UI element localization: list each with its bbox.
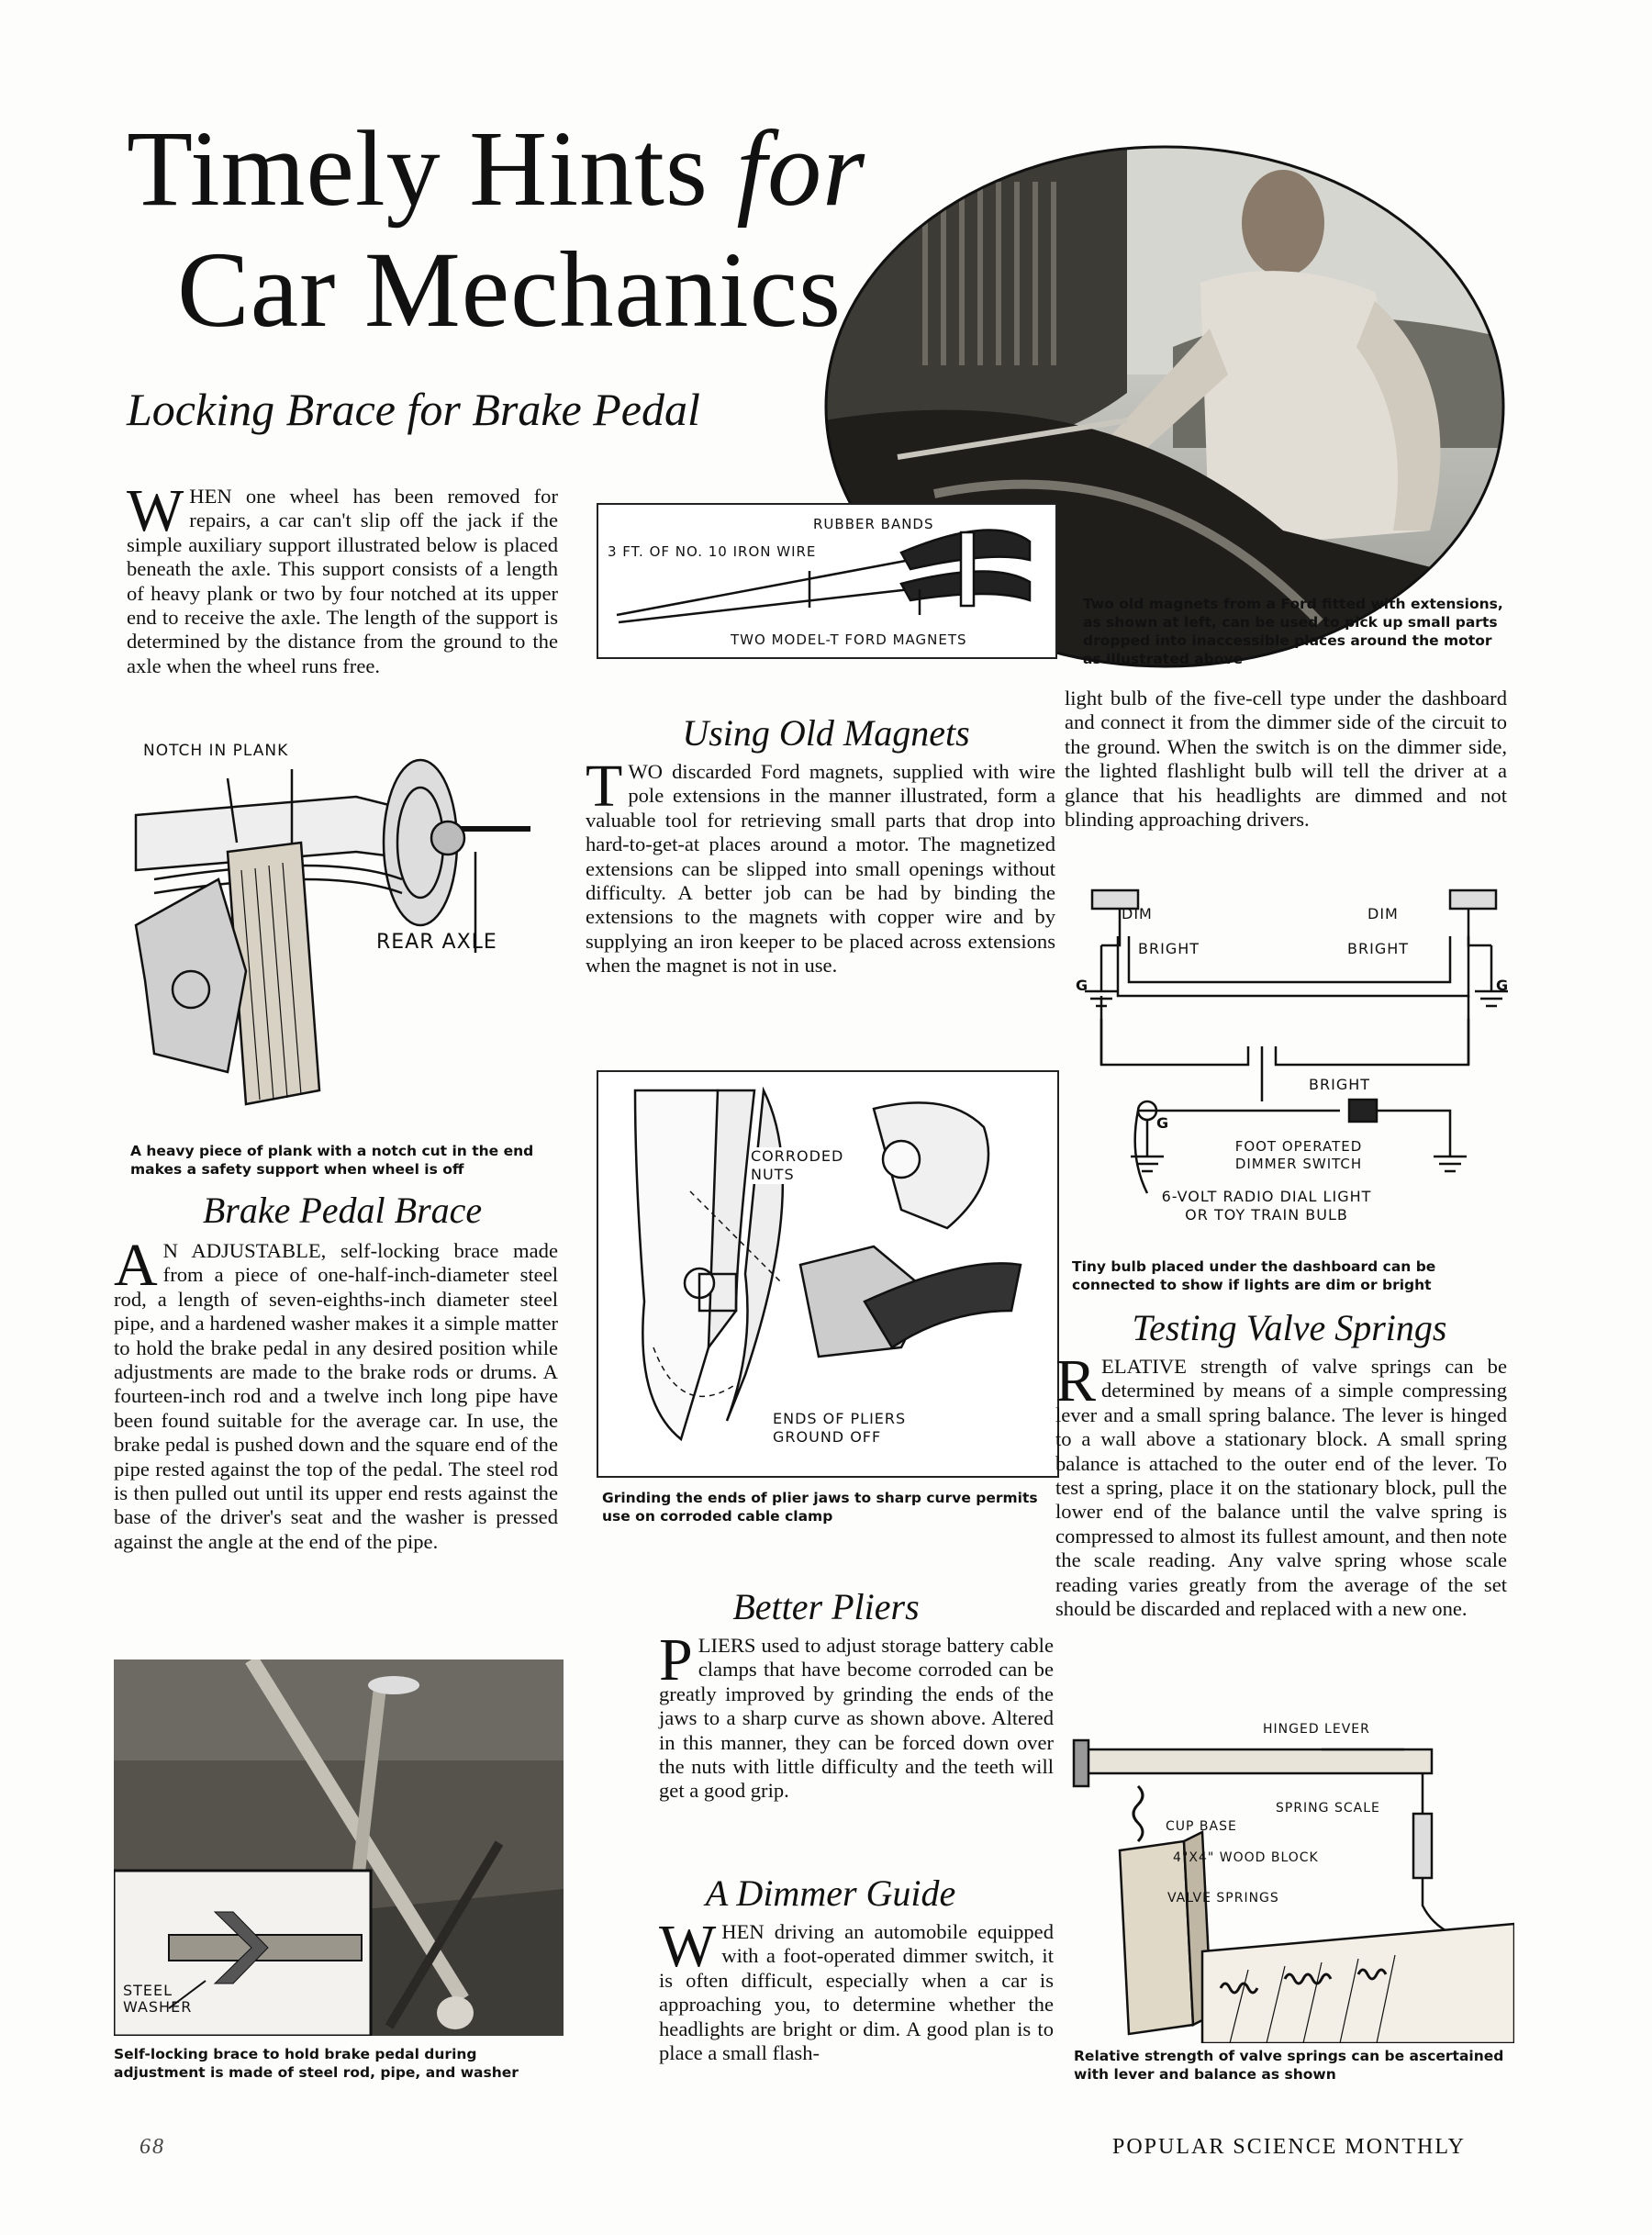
page-title: Timely Hints for Car Mechanics bbox=[127, 108, 866, 350]
heading-better-pliers: Better Pliers bbox=[732, 1586, 920, 1627]
drop-cap: R bbox=[1055, 1347, 1097, 1414]
label-cup-base: CUP BASE bbox=[1166, 1819, 1237, 1834]
label-bright-left: BRIGHT bbox=[1138, 940, 1200, 957]
article-text: WO discarded Ford magnets, supplied with wire pole extensions in the manner illustrated, form a valuable tool for retrieving small parts that drop into hard-to-get-at places around a motor. The magnetized extensions can be slipped into small openings without difficulty. A better job can be had by binding the extensions to the magnets with copper wire and by supplying an iron keeper to be placed across extensions when the magnet is not in use. bbox=[586, 760, 1055, 978]
heading-brake-pedal-brace: Brake Pedal Brace bbox=[202, 1190, 483, 1231]
label-spring-scale: SPRING SCALE bbox=[1276, 1801, 1380, 1816]
label-ground-left: G bbox=[1076, 977, 1089, 994]
article-valve-springs bbox=[1055, 1347, 1507, 1621]
drop-cap: T bbox=[586, 753, 623, 820]
subheading: Locking Brace for Brake Pedal bbox=[127, 384, 700, 435]
caption-brace: Self-locking brace to hold brake pedal during adjustment is made of steel rod, pipe, and washer bbox=[114, 2046, 519, 2081]
article-old-magnets bbox=[586, 753, 1055, 978]
caption-circuit: Tiny bulb placed under the dashboard can be connected to show if lights are dim or bright bbox=[1072, 1258, 1436, 1293]
label-dimmer-switch: FOOT OPERATED DIMMER SWITCH bbox=[1234, 1138, 1363, 1172]
label-dim-right: DIM bbox=[1367, 905, 1399, 922]
heading-testing-valve-springs: Testing Valve Springs bbox=[1132, 1307, 1447, 1348]
article-text: HEN driving an automobile equipped with a foot-operated dimmer switch, it is often difficult, especially when a car is approaching you, to determine whether the headlights are bright or dim. A good plan is to place a small flash- bbox=[659, 1920, 1054, 2065]
label-ground-right: G bbox=[1496, 977, 1510, 994]
label-notch: NOTCH IN PLANK bbox=[143, 742, 289, 760]
page-number: 68 bbox=[140, 2135, 165, 2159]
caption-magnets: Two old magnets from a Ford fitted with extensions, as shown at left, can be used to pick up small parts dropped into inaccessible places around the motor as illustrated above bbox=[1083, 596, 1503, 667]
drop-cap: P bbox=[659, 1626, 693, 1693]
label-bulb: 6-VOLT RADIO DIAL LIGHT OR TOY TRAIN BULB bbox=[1161, 1188, 1372, 1224]
magazine-name: POPULAR SCIENCE MONTHLY bbox=[1112, 2135, 1466, 2159]
label-wood-block: 4"X4" WOOD BLOCK bbox=[1173, 1850, 1319, 1865]
article-text: N ADJUSTABLE, self-locking brace made from a piece of one-half-inch-diameter steel rod, a length of seven-eighths-inch diameter steel pipe, and a hardened washer makes it a simple matter to hold the brake pedal in any desired position while adjustments are made to the brake rods or drums. A fourteen-inch rod and a twelve inch long pipe have been found suitable for the average car. In use, the brake pedal is pushed down and the square end of the pipe rested against the top of the pedal. The steel rod is then pulled out until its upper end rests against the base of the driver's seat and the washer is pressed against the angle at the end of the pipe. bbox=[114, 1239, 558, 1553]
drop-cap: A bbox=[114, 1232, 158, 1299]
brace-photo bbox=[114, 1659, 564, 2036]
label-ends-ground-off: ENDS OF PLIERS GROUND OFF bbox=[773, 1410, 907, 1446]
article-text: ELATIVE strength of valve springs can be determined by means of a simple compressing lever and a small spring balance. The lever is hinged to a wall above a stationary block. A small spring balance is attached to the outer end of the lever. To test a spring, place it on the stationary block, pull the lower end of the balance until the valve spring is compressed to almost its fullest amount, and then note the scale reading. Any valve spring whose scale reading varies greatly from the average of the set should be discarded and replaced with a new one. bbox=[1055, 1355, 1507, 1621]
label-ground-bulb: G bbox=[1156, 1114, 1170, 1132]
drop-cap: W bbox=[127, 477, 184, 544]
circuit-figure bbox=[1065, 881, 1514, 1224]
pliers-figure bbox=[597, 1070, 1059, 1478]
heading-using-old-magnets: Using Old Magnets bbox=[682, 712, 970, 754]
valve-tester-figure bbox=[1065, 1713, 1514, 2043]
heading-dimmer-guide: A Dimmer Guide bbox=[705, 1872, 956, 1914]
article-dimmer-guide bbox=[659, 1913, 1054, 2065]
label-corroded-nuts: CORRODED NUTS bbox=[751, 1147, 852, 1184]
caption-axle: A heavy piece of plank with a notch cut in the end makes a safety support when wheel is off bbox=[130, 1143, 534, 1178]
label-steel-washer: STEEL WASHER bbox=[123, 1982, 193, 2016]
label-rubber-bands: RUBBER BANDS bbox=[813, 516, 934, 532]
label-hinged-lever: HINGED LEVER bbox=[1263, 1722, 1370, 1737]
article-text: HEN one wheel has been removed for repairs, a car can't slip off the jack if the simple auxiliary support illustrated below is placed beneath the axle. This support consists of a length of heavy plank or two by four notched at its upper end to receive the axle. The length of the support is determined by the distance from the ground to the axle when the wheel runs free. bbox=[127, 485, 558, 677]
drop-cap: W bbox=[659, 1913, 717, 1980]
caption-pliers: Grinding the ends of plier jaws to sharp curve permits use on corroded cable clamp bbox=[602, 1490, 1038, 1525]
label-bright-right: BRIGHT bbox=[1347, 940, 1410, 957]
axle-support-figure bbox=[127, 742, 558, 1127]
magnets-figure bbox=[597, 503, 1057, 659]
label-iron-wire: 3 FT. OF NO. 10 IRON WIRE bbox=[608, 543, 817, 560]
caption-valve-tester: Relative strength of valve springs can be ascertained with lever and balance as shown bbox=[1074, 2048, 1504, 2083]
label-bright-switch: BRIGHT bbox=[1309, 1076, 1371, 1093]
article-locking-brace bbox=[127, 477, 558, 678]
article-text: LIERS used to adjust storage battery cable clamps that have become corroded can be greatly improved by grinding the ends of the jaws to a sharp curve as shown above. Altered in this manner, they can be forced down over the nuts with little difficulty and the teeth will get a good grip. bbox=[659, 1634, 1054, 1803]
article-dimmer-guide-continued: light bulb of the five-cell type under the dashboard and connect it from the dimmer side of the circuit to the ground. When the switch is on the dimmer side, the lighted flashlight bulb will tell the driver at a glance that his headlights are dimmed and not blinding approaching drivers. bbox=[1065, 687, 1507, 832]
article-better-pliers bbox=[659, 1626, 1054, 1804]
label-dim-left: DIM bbox=[1122, 905, 1153, 922]
label-valve-springs: VALVE SPRINGS bbox=[1167, 1891, 1279, 1905]
article-brake-pedal-brace bbox=[114, 1232, 558, 1554]
label-rear-axle: REAR AXLE bbox=[376, 931, 497, 954]
label-ford-magnets: TWO MODEL-T FORD MAGNETS bbox=[731, 631, 967, 648]
